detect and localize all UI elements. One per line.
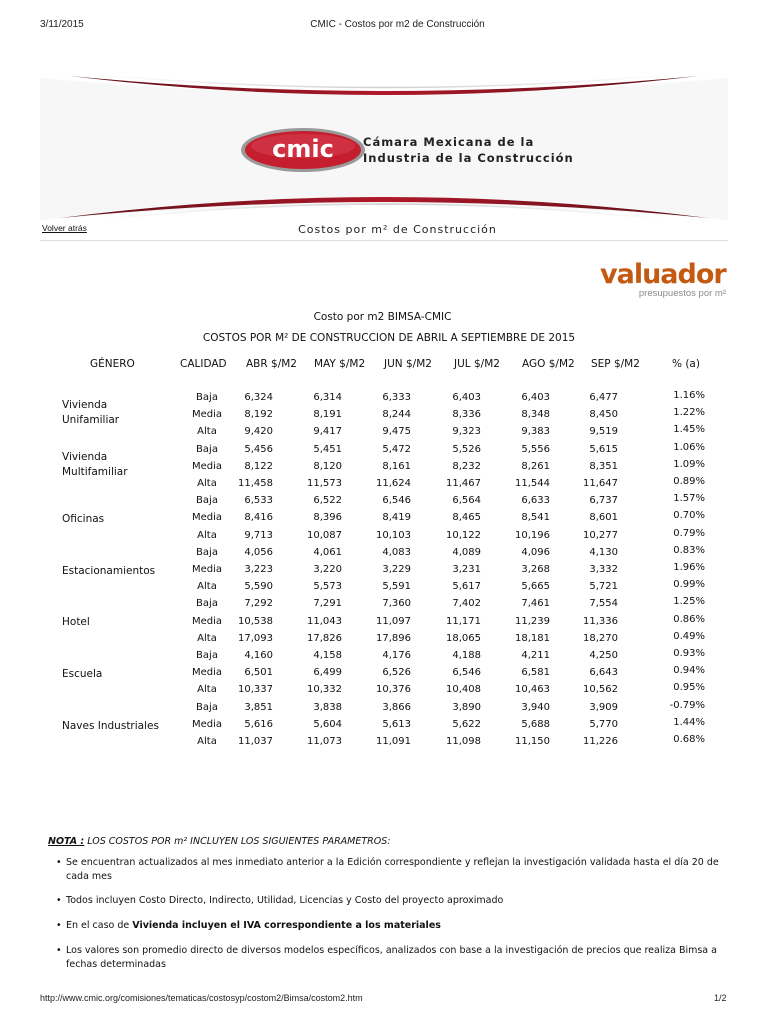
pct-cell: 0.70% xyxy=(673,510,705,522)
cost-cell: 5,770 xyxy=(589,718,618,730)
cost-cell: 8,348 xyxy=(521,409,550,421)
cost-cell: 11,239 xyxy=(515,615,550,627)
cost-cell: 11,647 xyxy=(583,478,618,489)
cost-cell: 8,396 xyxy=(313,512,342,524)
nota-bullet-3-prefix: En el caso de xyxy=(66,920,133,931)
cost-cell: 10,277 xyxy=(583,529,618,541)
cost-cell: 5,526 xyxy=(452,443,481,455)
genre-label xyxy=(62,398,119,428)
cost-cell: 8,161 xyxy=(382,460,411,472)
cost-cell: 5,604 xyxy=(313,718,342,730)
col-jul: JUL $/M2 xyxy=(454,358,500,370)
cost-cell: 8,336 xyxy=(452,409,481,421)
quality-cell: Alta xyxy=(197,529,217,541)
pct-cell: 1.09% xyxy=(673,458,705,470)
cost-cell: 4,130 xyxy=(589,546,618,558)
pct-cell: 0.89% xyxy=(673,476,705,487)
cost-cell: 6,546 xyxy=(382,495,411,507)
cmic-banner xyxy=(40,70,728,230)
cost-cell: 6,403 xyxy=(452,392,481,403)
genre-line: Escuela xyxy=(62,668,103,680)
cost-cell: 10,408 xyxy=(446,684,481,696)
cost-cell: 10,376 xyxy=(376,684,411,696)
logo-line-1: Cámara Mexicana de la xyxy=(363,135,535,149)
pct-cell: 0.83% xyxy=(673,544,705,556)
quality-cell: Alta xyxy=(197,684,217,696)
cost-cell: 11,097 xyxy=(376,615,411,627)
cost-cell: 5,688 xyxy=(521,718,550,730)
genre-line: Multifamiliar xyxy=(62,465,128,478)
print-url: http://www.cmic.org/comisiones/tematicas/costosyp/costom2/Bimsa/costom2.htm xyxy=(40,993,363,1003)
cost-cell: 11,043 xyxy=(307,615,342,627)
cost-cell: 18,270 xyxy=(583,632,618,644)
pct-cell: 0.95% xyxy=(673,682,705,694)
cost-cell: 5,573 xyxy=(313,581,342,593)
cost-cell: 6,333 xyxy=(382,392,411,403)
print-page: 1/2 xyxy=(714,993,727,1003)
cost-cell: 3,851 xyxy=(244,701,273,713)
quality-cell: Alta xyxy=(197,478,217,489)
cost-cell: 6,581 xyxy=(521,667,550,679)
cost-cell: 6,633 xyxy=(521,495,550,507)
cost-cell: 6,314 xyxy=(313,392,342,403)
pct-cell: 0.86% xyxy=(673,613,705,625)
cost-cell: 18,065 xyxy=(446,632,481,644)
cost-cell: 8,465 xyxy=(452,512,481,524)
cost-cell: 8,419 xyxy=(382,512,411,524)
cost-cell: 11,573 xyxy=(307,478,342,489)
genre-label xyxy=(62,564,155,579)
page-title: Costos por m² de Construcción xyxy=(298,223,497,236)
cost-cell: 4,083 xyxy=(382,546,411,558)
quality-cell: Media xyxy=(191,512,223,524)
quality-cell: Baja xyxy=(196,650,218,661)
pct-cell: 0.68% xyxy=(673,734,705,745)
cost-cell: 11,037 xyxy=(238,736,273,747)
cost-cell: 5,622 xyxy=(452,718,481,730)
cost-cell: 5,451 xyxy=(313,443,342,455)
cost-cell: 10,463 xyxy=(515,684,550,696)
quality-cell: Baja xyxy=(196,598,218,610)
cost-cell: 9,383 xyxy=(521,426,550,438)
nota-bullet-1: • Se encuentran actualizados al mes inmediato anterior a la Edición correspondiente y reflejan la investigación validada hasta el día 20 de cada mes xyxy=(66,856,728,883)
cost-cell: 4,160 xyxy=(244,650,273,661)
cost-cell: 4,158 xyxy=(313,650,342,661)
genre-label xyxy=(62,719,159,734)
col-may: MAY $/M2 xyxy=(314,358,366,370)
cost-cell: 8,450 xyxy=(589,409,618,421)
cost-cell: 11,336 xyxy=(583,615,618,627)
pct-cell: 0.99% xyxy=(673,579,705,591)
col-sep: SEP $/M2 xyxy=(591,358,640,370)
cost-cell: 4,089 xyxy=(452,546,481,558)
quality-cell: Baja xyxy=(196,546,218,558)
cost-cell: 6,737 xyxy=(589,495,618,507)
cost-cell: 6,501 xyxy=(244,667,273,679)
quality-cell: Baja xyxy=(196,443,218,455)
divider xyxy=(40,240,728,241)
cost-cell: 8,541 xyxy=(521,512,550,524)
col-genero: GÉNERO xyxy=(90,358,135,370)
cost-cell: 7,461 xyxy=(521,598,550,610)
pct-cell: -0.79% xyxy=(669,699,705,711)
cost-cell: 18,181 xyxy=(515,632,550,644)
genre-line: Naves Industriales xyxy=(62,719,159,732)
col-pct: % (a) xyxy=(672,358,700,370)
pct-cell: 1.45% xyxy=(673,424,705,436)
quality-cell: Media xyxy=(191,615,223,627)
quality-cell: Baja xyxy=(196,701,218,713)
nota xyxy=(48,836,391,847)
cost-cell: 10,538 xyxy=(238,615,273,627)
cost-cell: 6,526 xyxy=(382,667,411,679)
cost-cell: 4,211 xyxy=(521,650,550,661)
cost-cell: 17,826 xyxy=(307,632,342,644)
cost-cell: 5,456 xyxy=(244,443,273,455)
nota-bullet-3 xyxy=(66,919,728,933)
cost-cell: 9,713 xyxy=(244,529,273,541)
cost-cell: 11,091 xyxy=(376,736,411,747)
cost-cell: 3,940 xyxy=(521,701,550,713)
cost-cell: 6,643 xyxy=(589,667,618,679)
genre-label xyxy=(62,450,128,480)
cost-cell: 3,909 xyxy=(589,701,618,713)
cost-cell: 8,192 xyxy=(244,409,273,421)
print-date: 3/11/2015 xyxy=(40,19,84,30)
cost-cell: 3,866 xyxy=(382,701,411,713)
cost-cell: 6,499 xyxy=(313,667,342,679)
col-calidad: CALIDAD xyxy=(180,358,227,370)
cost-cell: 3,223 xyxy=(244,564,273,575)
pct-cell: 0.93% xyxy=(673,648,705,659)
cost-cell: 11,226 xyxy=(583,736,618,747)
cost-cell: 6,522 xyxy=(313,495,342,507)
cost-cell: 9,475 xyxy=(382,426,411,438)
cost-cell: 10,103 xyxy=(376,529,411,541)
cost-cell: 11,624 xyxy=(376,478,411,489)
cost-cell: 8,351 xyxy=(589,460,618,472)
cmic-logo-name xyxy=(363,134,574,166)
pct-cell: 1.16% xyxy=(673,390,705,401)
cost-cell: 11,171 xyxy=(446,615,481,627)
cost-cell: 5,613 xyxy=(382,718,411,730)
cost-cell: 11,098 xyxy=(446,736,481,747)
quality-cell: Alta xyxy=(197,581,217,593)
cost-cell: 8,122 xyxy=(244,460,273,472)
cost-cell: 5,721 xyxy=(589,581,618,593)
cost-cell: 5,615 xyxy=(589,443,618,455)
cost-cell: 4,176 xyxy=(382,650,411,661)
quality-cell: Alta xyxy=(197,736,217,747)
cost-cell: 5,617 xyxy=(452,581,481,593)
cost-cell: 10,122 xyxy=(446,529,481,541)
cost-cell: 7,402 xyxy=(452,598,481,610)
cost-cell: 8,244 xyxy=(382,409,411,421)
cost-cell: 3,231 xyxy=(452,564,481,575)
cost-cell: 11,467 xyxy=(446,478,481,489)
quality-cell: Baja xyxy=(196,495,218,507)
cost-cell: 11,150 xyxy=(515,736,550,747)
cost-cell: 5,590 xyxy=(244,581,273,593)
cost-cell: 11,544 xyxy=(515,478,550,489)
quality-cell: Media xyxy=(191,409,223,421)
col-jun: JUN $/M2 xyxy=(384,358,432,370)
nota-label: NOTA : xyxy=(48,836,85,847)
quality-cell: Alta xyxy=(197,632,217,644)
cost-cell: 6,403 xyxy=(521,392,550,403)
cost-cell: 9,420 xyxy=(244,426,273,438)
valuador-logo xyxy=(600,260,726,299)
genre-label xyxy=(62,512,104,527)
cost-cell: 9,417 xyxy=(313,426,342,438)
genre-line: Unifamiliar xyxy=(62,414,120,426)
cost-cell: 3,229 xyxy=(382,564,411,575)
cost-cell: 3,838 xyxy=(313,701,342,713)
pct-cell: 0.94% xyxy=(673,665,705,677)
genre-line: Hotel xyxy=(62,616,90,629)
valuador-tagline: presupuestos por m² xyxy=(638,288,726,299)
quality-cell: Media xyxy=(191,564,223,575)
valuador-wordmark: valuador xyxy=(600,259,726,290)
cost-cell: 11,073 xyxy=(307,736,342,747)
cost-cell: 6,546 xyxy=(452,667,481,679)
pct-cell: 1.22% xyxy=(673,407,705,419)
cost-cell: 3,220 xyxy=(313,564,342,575)
cost-cell: 10,087 xyxy=(307,529,342,541)
cost-cell: 8,601 xyxy=(589,512,618,524)
cost-cell: 4,056 xyxy=(244,546,273,558)
col-ago: AGO $/M2 xyxy=(522,358,575,370)
report-title: Costo por m2 BIMSA-CMIC xyxy=(313,311,452,323)
genre-line: Estacionamientos xyxy=(62,564,156,577)
quality-cell: Media xyxy=(191,460,223,472)
cost-cell: 10,562 xyxy=(583,684,618,696)
genre-line: Vivienda xyxy=(62,399,108,411)
cost-cell: 6,477 xyxy=(589,392,618,403)
cost-cell: 17,093 xyxy=(238,632,273,644)
cost-cell: 5,591 xyxy=(382,581,411,593)
cost-cell: 9,323 xyxy=(452,426,481,438)
logo-line-2: Industria de la Construcción xyxy=(363,151,574,165)
cost-cell: 8,191 xyxy=(313,409,342,421)
quality-cell: Media xyxy=(191,667,223,679)
cost-cell: 4,096 xyxy=(521,546,550,558)
cost-cell: 8,120 xyxy=(313,460,342,472)
cost-cell: 7,554 xyxy=(589,598,618,610)
genre-label xyxy=(62,615,90,630)
genre-line: Oficinas xyxy=(62,513,105,526)
cost-cell: 5,665 xyxy=(521,581,550,593)
report-subtitle: COSTOS POR M² DE CONSTRUCCION DE ABRIL A SEPTIEMBRE DE 2015 xyxy=(202,332,576,344)
back-link[interactable]: Volver atrás xyxy=(42,223,87,233)
cost-cell: 3,268 xyxy=(521,564,550,575)
print-title: CMIC - Costos por m2 de Construcción xyxy=(310,19,485,30)
pct-cell: 1.06% xyxy=(673,441,705,453)
cost-cell: 10,337 xyxy=(238,684,273,696)
pct-cell: 1.25% xyxy=(673,596,705,608)
pct-cell: 0.79% xyxy=(673,527,705,539)
cmic-logo-word: cmic xyxy=(272,135,334,163)
cost-cell: 7,360 xyxy=(382,598,411,610)
cost-cell: 3,332 xyxy=(589,564,618,575)
nota-bullet-2: • Todos incluyen Costo Directo, Indirecto, Utilidad, Licencias y Costo del proyecto aproximado xyxy=(66,894,728,908)
nota-bullet-4: • Los valores son promedio directo de diversos modelos específicos, analizados con base a la investigación de precios que realiza Bimsa a fechas determinadas xyxy=(66,944,728,971)
cost-cell: 7,291 xyxy=(313,598,342,610)
cost-cell: 11,458 xyxy=(238,478,273,489)
quality-cell: Alta xyxy=(197,426,217,438)
quality-cell: Media xyxy=(191,718,223,730)
pct-cell: 1.44% xyxy=(673,716,705,728)
genre-label xyxy=(62,667,102,682)
nota-text: LOS COSTOS POR m² INCLUYEN LOS SIGUIENTES PARAMETROS: xyxy=(84,836,391,847)
cost-cell: 5,556 xyxy=(521,443,550,455)
pct-cell: 1.96% xyxy=(673,562,705,573)
cost-cell: 5,616 xyxy=(244,718,273,730)
genre-line: Vivienda xyxy=(62,450,108,463)
cost-cell: 10,332 xyxy=(307,684,342,696)
cost-cell: 6,324 xyxy=(244,392,273,403)
cost-cell: 5,472 xyxy=(382,443,411,455)
cost-cell: 4,061 xyxy=(313,546,342,558)
cost-cell: 6,564 xyxy=(452,495,481,507)
cost-cell: 10,196 xyxy=(515,529,550,541)
pct-cell: 0.49% xyxy=(673,630,705,642)
cost-cell: 9,519 xyxy=(589,426,618,438)
cost-cell: 7,292 xyxy=(244,598,273,610)
nota-bullet-3-bold: Vivienda incluyen el IVA correspondiente a los materiales xyxy=(132,920,441,931)
cost-cell: 6,533 xyxy=(244,495,273,507)
cost-cell: 3,890 xyxy=(452,701,481,713)
col-abr: ABR $/M2 xyxy=(246,358,297,370)
cost-cell: 8,232 xyxy=(452,460,481,472)
cost-cell: 8,261 xyxy=(521,460,550,472)
cost-cell: 4,188 xyxy=(452,650,481,661)
quality-cell: Baja xyxy=(196,392,218,403)
cost-cell: 17,896 xyxy=(376,632,411,644)
cost-cell: 8,416 xyxy=(244,512,273,524)
cost-cell: 4,250 xyxy=(589,650,618,661)
pct-cell: 1.57% xyxy=(673,493,705,505)
